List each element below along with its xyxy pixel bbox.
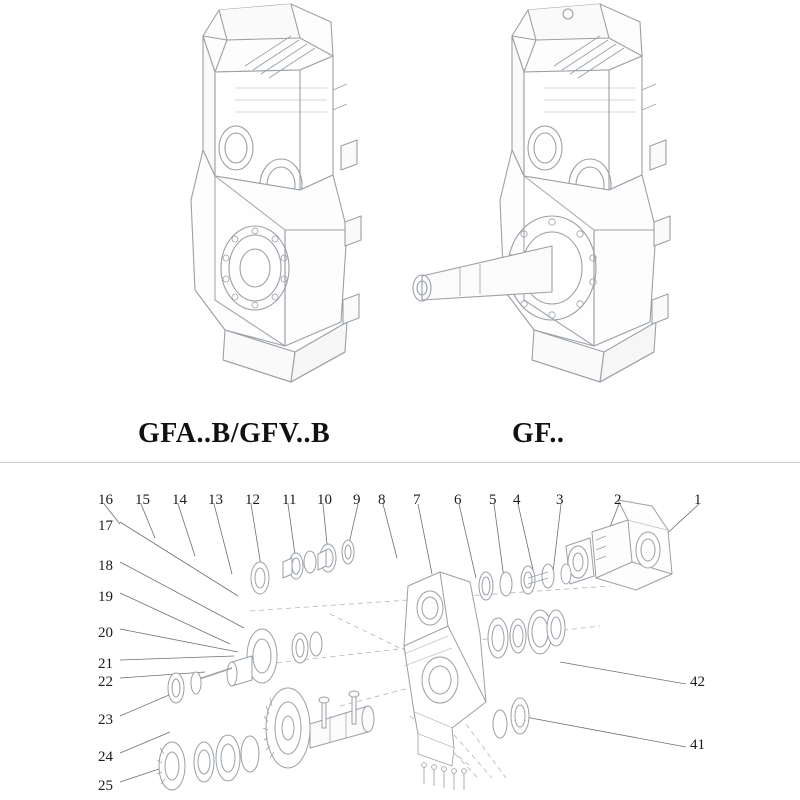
callout-42: 42 [690, 674, 705, 690]
gear-unit-figure-right [400, 0, 710, 400]
callout-3: 3 [556, 492, 564, 508]
callout-6: 6 [454, 492, 462, 508]
callout-18: 18 [98, 558, 113, 574]
gear-unit-figure-left [95, 0, 395, 400]
callout-23: 23 [98, 712, 113, 728]
exploded-parts-diagram [0, 466, 800, 800]
callout-7: 7 [413, 492, 421, 508]
callout-12: 12 [245, 492, 260, 508]
callout-16: 16 [98, 492, 113, 508]
callout-41: 41 [690, 737, 705, 753]
callout-21: 21 [98, 656, 113, 672]
callout-13: 13 [208, 492, 223, 508]
callout-4: 4 [513, 492, 521, 508]
callout-10: 10 [317, 492, 332, 508]
callout-9: 9 [353, 492, 361, 508]
callout-5: 5 [489, 492, 497, 508]
callout-14: 14 [172, 492, 187, 508]
callout-11: 11 [282, 492, 297, 508]
callout-19: 19 [98, 589, 113, 605]
callout-15: 15 [135, 492, 150, 508]
callout-17: 17 [98, 518, 113, 534]
callout-20: 20 [98, 625, 113, 641]
figure-caption-left: GFA..B/GFV..B [138, 418, 331, 449]
callout-22: 22 [98, 674, 113, 690]
figure-caption-right: GF.. [512, 418, 565, 449]
callout-24: 24 [98, 749, 113, 765]
callout-2: 2 [614, 492, 622, 508]
section-divider [0, 462, 800, 463]
callout-25: 25 [98, 778, 113, 794]
callout-1: 1 [694, 492, 702, 508]
callout-8: 8 [378, 492, 386, 508]
